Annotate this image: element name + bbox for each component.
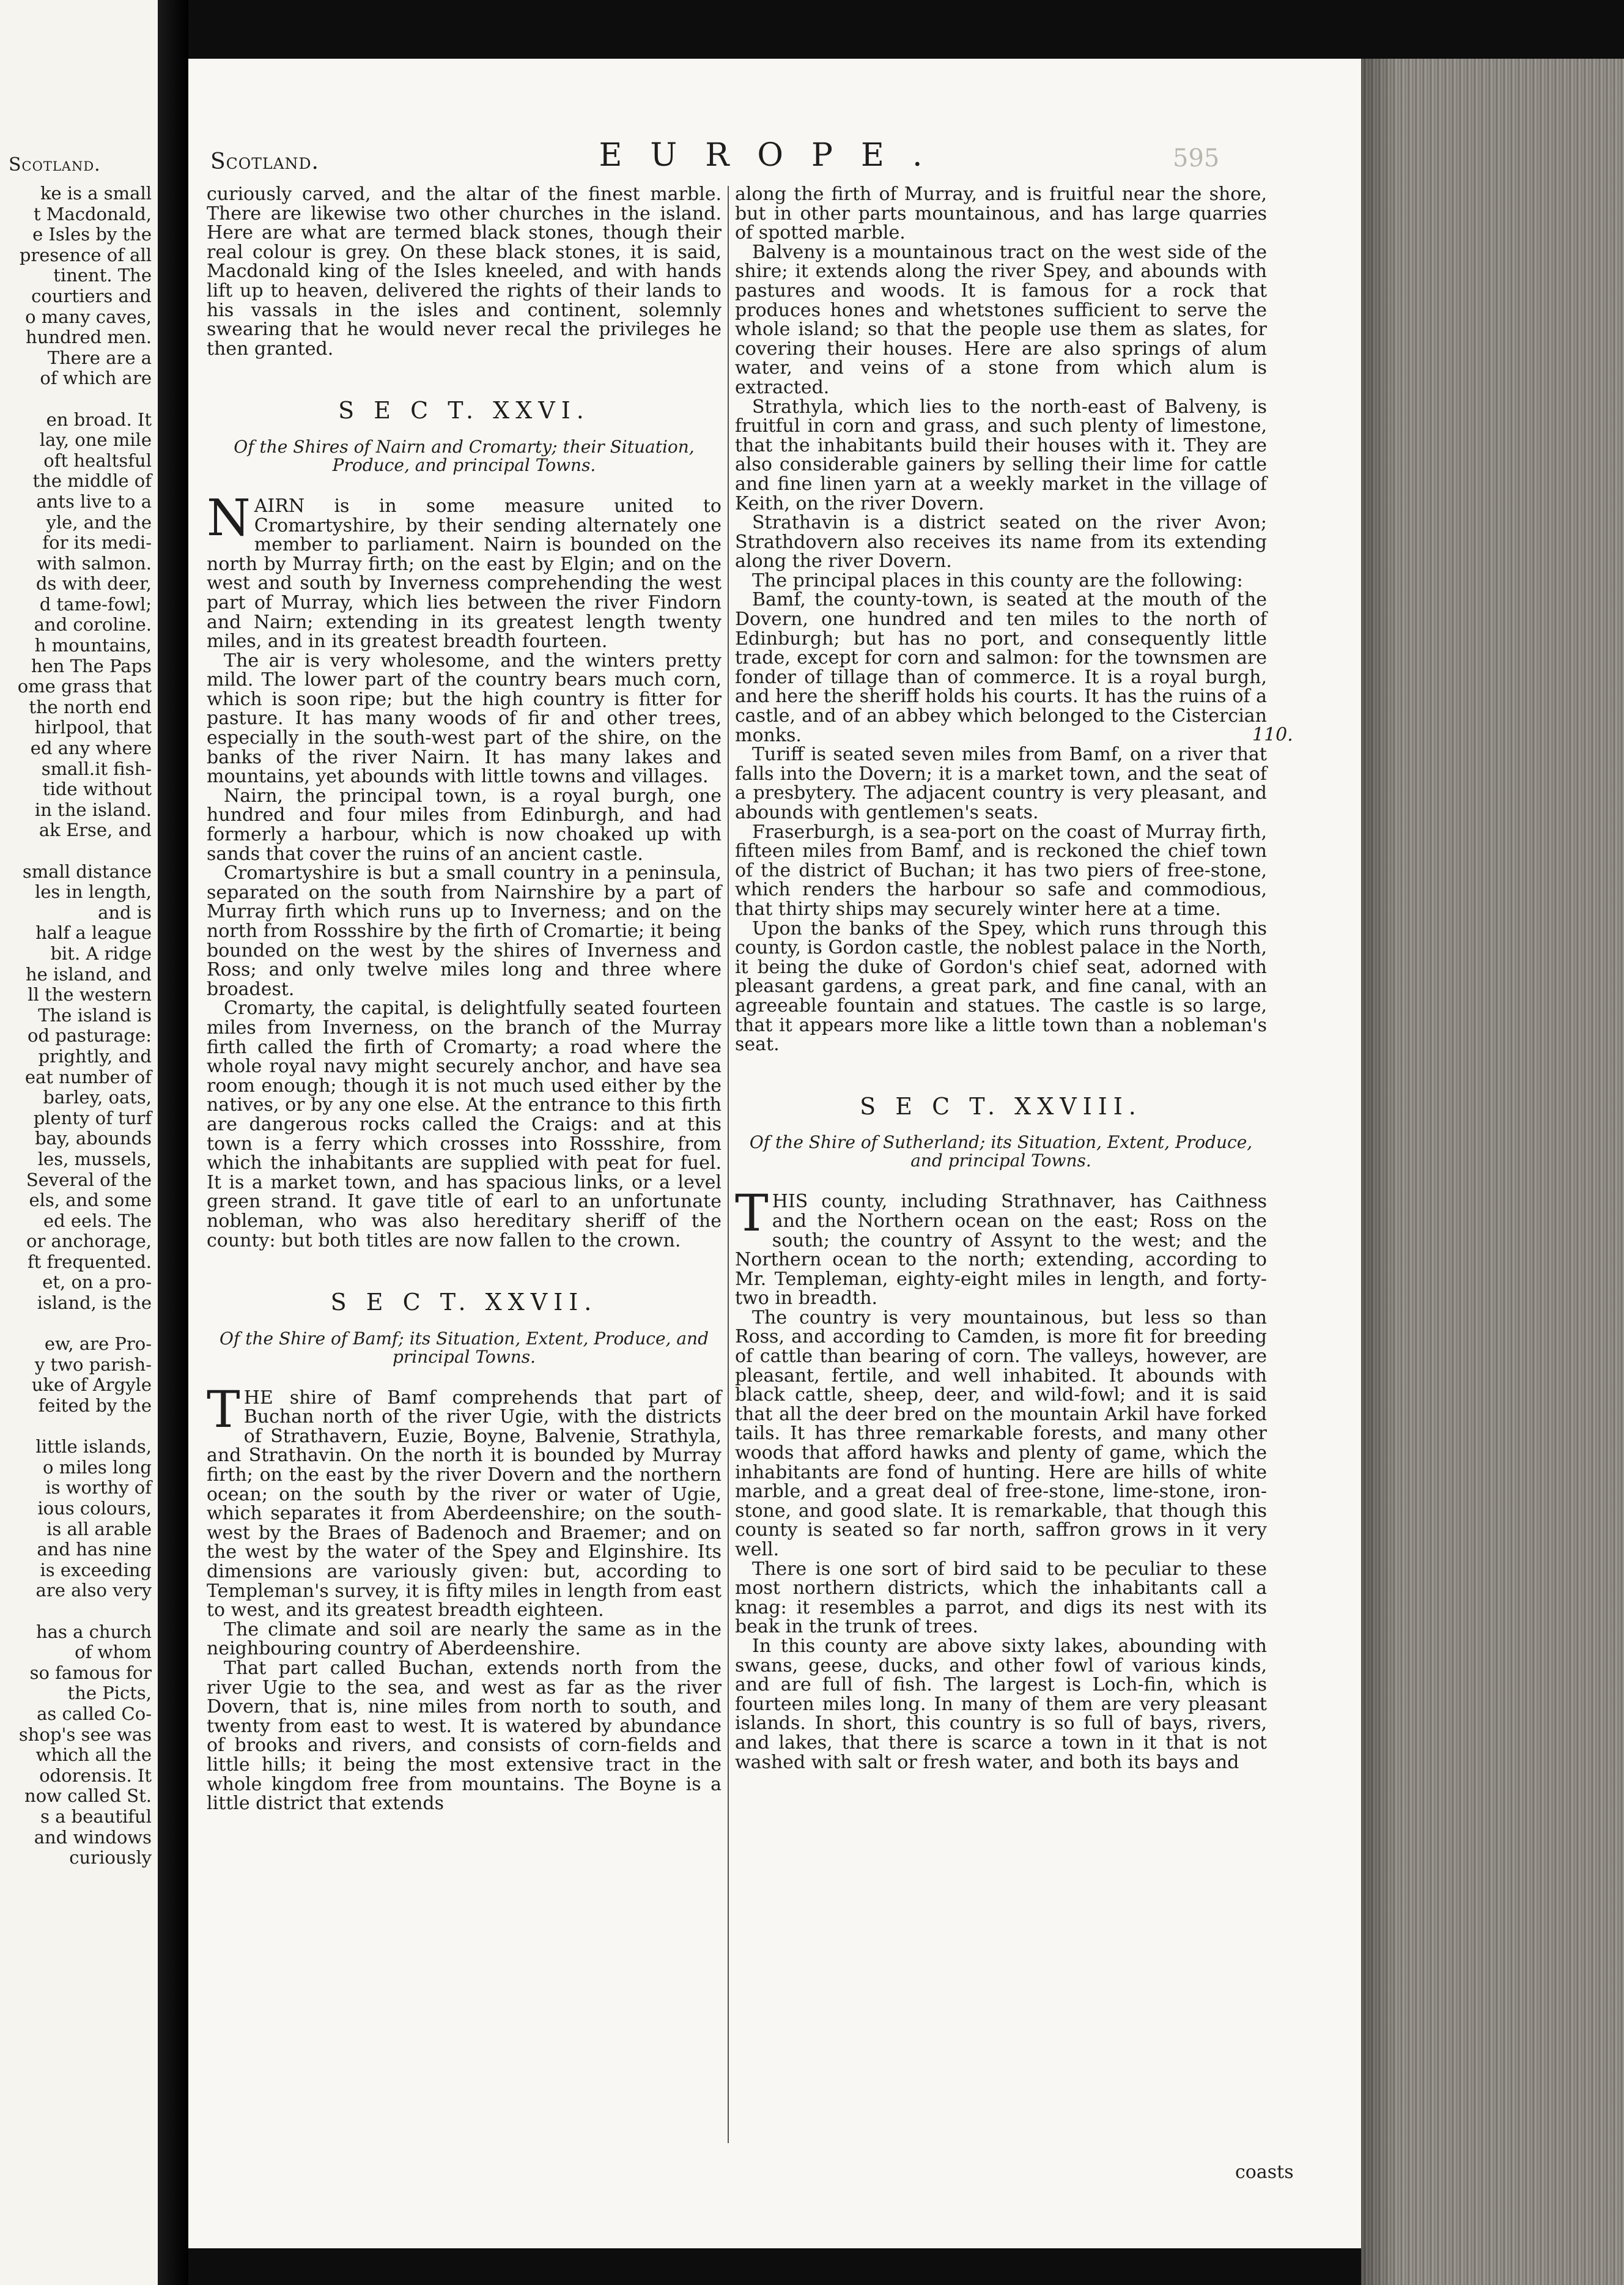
previous-page-line: of which are (40, 368, 152, 389)
handwritten-margin-note: 110. (1252, 724, 1293, 746)
previous-page-line: as called Co- (37, 1703, 152, 1724)
previous-page-line: e Isles by the (32, 224, 152, 245)
previous-page-line: ew, are Pro- (44, 1333, 152, 1355)
previous-page-line: lay, one mile (39, 429, 152, 451)
previous-page-line: is exceeding (40, 1559, 152, 1580)
previous-page-line: tide without (42, 779, 152, 800)
paragraph: Upon the banks of the Spey, which runs through this county, is Gordon castle, the noblest palace in the North, it being the duke of Gordon's chief seat, adorned with pleasant gardens, a great park, and fine canal, with an agreeable fountain and statues. The castle is so large, that it appears more like a little town than a nobleman's seat. (735, 917, 1267, 1056)
previous-page-line: t Macdonald, (33, 203, 152, 224)
paragraph: Bamf, the county-town, is seated at the mouth of the Dovern, one hundred and ten miles to the north of Edinburgh; but has no port, and consequently little trade, except for corn and salmon: for the townsmen are fonder of tillage than of commerce. It is a royal burgh, and here the sheriff holds his courts. It has the ruins of a castle, and of an abbey which belonged to the Cistercian monks. (735, 589, 1267, 746)
previous-page-line: is worthy of (45, 1477, 152, 1498)
paragraph: Nairn, the principal town, is a royal burgh, one hundred and four miles from Edinburgh, and had formerly a harbour, which is now choaked up with sands that cover the ruins of an ancient castle. (207, 785, 722, 865)
previous-page-line: d tame-fowl; (39, 593, 152, 615)
section-heading-26: S E C T. XXVI. (338, 397, 590, 424)
previous-page-line: half a league (35, 922, 152, 944)
paragraph: The principal places in this county are the following: (752, 569, 1243, 591)
section-subtitle-26: Of the Shires of Nairn and Cromarty; their Situation, Produce, and principal Towns. (234, 436, 695, 475)
previous-page-line: yle, and the (46, 511, 152, 533)
previous-page-line: is all arable (46, 1518, 152, 1539)
previous-page-line: barley, oats, (43, 1087, 152, 1108)
previous-page-line (4, 389, 152, 410)
previous-page-line: Several of the (26, 1169, 152, 1190)
page-fore-edge (1361, 59, 1624, 2285)
previous-page-line: in the island. (34, 799, 152, 820)
previous-page-line: bit. A ridge (50, 943, 152, 964)
previous-page-line: and coroline. (34, 614, 152, 635)
previous-page-line: shop's see was (18, 1724, 152, 1745)
previous-page-line: little islands, (35, 1436, 152, 1457)
paragraph: The climate and soil are nearly the same as in the neighbouring country of Aberdeenshire. (207, 1618, 722, 1660)
drop-cap: T (735, 1185, 769, 1243)
previous-page-line: with salmon. (37, 552, 152, 574)
previous-page-line: o many caves, (25, 306, 152, 327)
previous-page-line: plenty of turf (33, 1107, 152, 1128)
previous-page-line: now called St. (24, 1785, 152, 1807)
drop-cap: T (207, 1380, 240, 1439)
previous-page-line: feited by the (38, 1395, 152, 1417)
book-page (188, 59, 1361, 2248)
column-rule (728, 186, 729, 2143)
previous-page-line: prightly, and (38, 1045, 152, 1067)
previous-page-line: so famous for (29, 1662, 152, 1683)
paragraph: Fraserburgh, is a sea-port on the coast of Murray firth, fifteen miles from Bamf, and is reckoned the chief town of the district of Buchan; it has two piers of free-stone, which renders the harbour so safe and commodious, that thirty ships may securely winter here at a time. (735, 821, 1267, 920)
paragraph: Strathavin is a district seated on the river Avon; Strathdovern also receives its name from its extending along the river Dovern. (735, 512, 1267, 572)
previous-page-line: ll the western (28, 984, 152, 1005)
paragraph-text: HIS county, including Strathnaver, has Caithness and the Northern ocean on the east; Ross on the south; the country of Assynt to the west; and the Northern ocean to the north; extending, according to Mr. Templeman, eighty-eight miles in length, and forty-two in breadth. (735, 1191, 1267, 1309)
section-subtitle-27: Of the Shire of Bamf; its Situation, Extent, Produce, and principal Towns. (219, 1328, 709, 1367)
paragraph (207, 489, 722, 653)
page-edge-shadow (1361, 59, 1398, 2285)
previous-page-line: are also very (35, 1580, 152, 1601)
previous-page-line: els, and some (29, 1190, 152, 1211)
previous-page-line: for its medi- (42, 532, 152, 554)
text-column-right (735, 185, 1267, 1772)
previous-page-line (4, 1601, 152, 1622)
previous-page-line: curiously (69, 1847, 152, 1868)
previous-page-line: tinent. The (53, 265, 152, 286)
previous-page-line: the middle of (32, 470, 152, 492)
previous-page-line: the Picts, (67, 1683, 152, 1704)
previous-page-line (4, 1314, 152, 1335)
previous-page-line: od pasturage: (28, 1025, 152, 1046)
running-head-left: Scotland. (210, 149, 319, 174)
previous-page-strip (0, 0, 158, 2285)
paragraph (735, 1185, 1267, 1309)
previous-page-line: and is (98, 902, 152, 923)
previous-page-line: ed any where (30, 738, 152, 759)
paragraph-text: HE shire of Bamf comprehends that part of Buchan north of the river Ugie, with the districts of Strathavern, Euzie, Boyne, Balvenie, Strathyla, and Strathavin. On the north it is bounded by Murray firth; on the east by the river Dovern and the northern ocean; on the south by the river or water of Ugie, which separates it from Aberdeenshire; on the south-west by the Braes of Badenoch and Braemer; and on the west by the water of the Spey and Elginshire. Its dimensions are variously given: but, according to Templeman's survey, it is fifty miles in length from east to west, and its greatest breadth eighteen. (207, 1387, 722, 1621)
previous-page-line: and windows (34, 1826, 152, 1848)
previous-page-line: The island is (38, 1004, 152, 1026)
previous-page-line: of whom (75, 1642, 152, 1663)
previous-page-line: bay, abounds (35, 1128, 152, 1149)
section-heading-27: S E C T. XXVII. (330, 1289, 598, 1316)
page-number: 595 (1173, 144, 1220, 172)
previous-page-line: ds with deer, (35, 573, 152, 594)
previous-page-line: has a church (36, 1621, 152, 1642)
previous-page-line: presence of all (19, 244, 152, 265)
previous-page-line: and has nine (37, 1539, 152, 1560)
paragraph: There is one sort of bird said to be peculiar to these most northern districts, which the inhabitants call a knag: it resembles a parrot, and digs its nest with its beak in the trunk of trees. (735, 1558, 1267, 1638)
paragraph-text: AIRN is in some measure united to Cromartyshire, by their sending alternately one member to parliament. Nairn is bounded on the north by Murray firth; on the east by Elgin; and on the west and south by Inverness comprehending the west part of Murray, which lies between the river Findorn and Nairn; extending in its greatest length twenty miles, and in its greatest breadth fourteen. (207, 495, 722, 653)
previous-page-line: or anchorage, (26, 1231, 152, 1252)
previous-page-line: s a beautiful (40, 1805, 152, 1827)
text-column-left (207, 185, 722, 1813)
previous-page-line: eat number of (24, 1066, 152, 1087)
catchword: coasts (1235, 2161, 1294, 2183)
previous-page-line: y two parish- (34, 1354, 152, 1375)
paragraph: That part called Buchan, extends north from the river Ugie to the sea, and west as far as the river Dovern, that is, nine miles from north to south, and twenty from east to west. It is watered by abundance of brooks and rivers, and consists of corn-fields and little hills; it being the most extensive tract in the whole kingdom free from mountains. The Boyne is a little district that extends (207, 1657, 722, 1815)
paragraph: Balveny is a mountainous tract on the west side of the shire; it extends along the river Spey, and abounds with pastures and woods. It is famous for a rock that produces hones and whetstones sufficient to serve the whole island; so that the people use them as slates, for covering their houses. Here are also springs of alum water, and veins of a stone from which alum is extracted. (735, 241, 1267, 398)
paragraph: Cromartyshire is but a small country in a peninsula, separated on the south from Nairnshire by a part of Murray firth which runs up to Inverness; and on the north from Rossshire by the firth of Cromartie; it being bounded on the west by the shires of Inverness and Ross; and only twelve miles long and three where broadest. (207, 862, 722, 1000)
paragraph: Strathyla, which lies to the north-east of Balveny, is fruitful in corn and grass, and such plenty of limestone, that the inhabitants build their houses with it. They are also considerable gainers by selling their lime for cattle and fine linen yarn at a weekly market in the village of Keith, on the river Dovern. (735, 396, 1267, 514)
section-heading-28: S E C T. XXVIII. (860, 1092, 1142, 1120)
previous-page-line: courtiers and (31, 285, 152, 306)
previous-page-line: les in length, (35, 881, 152, 903)
paragraph: The country is very mountainous, but less so than Ross, and according to Camden, is more fit for breeding of cattle than bearing of corn. The valleys, however, are pleasant, fertile, and well inhabited. It abounds with black cattle, sheep, deer, and wild-fowl; and it is said that all the deer bred on the mountain Arkil have forked tails. It has three remarkable forests, and many other woods that afford hawks and plenty of game, which the inhabitants are fond of hunting. Here are hills of white marble, and a great deal of free-stone, lime-stone, iron-stone, and good slate. It is remarkable, that though this county is seated so far north, saffron grows in it very well. (735, 1306, 1267, 1560)
previous-page-header: Scotland. (9, 154, 101, 176)
previous-page-line: small distance (22, 861, 152, 882)
previous-page-line: oft healtsful (43, 450, 152, 471)
previous-page-line: h mountains, (34, 635, 152, 656)
previous-page-line: odorensis. It (39, 1765, 152, 1786)
running-head-title: EUROPE. (599, 137, 951, 174)
previous-page-line: et, on a pro- (42, 1272, 152, 1293)
paragraph (207, 1380, 722, 1621)
paragraph: The air is very wholesome, and the winters pretty mild. The lower part of the country bears much corn, which is soon ripe; but the high country is fitter for pasture. It has many woods of fir and other trees, especially in the south-west part of the shire, on the banks of the river Nairn. It has many lakes and mountains, yet abounds with little towns and villages. (207, 650, 722, 788)
previous-page-line: which all the (35, 1744, 152, 1766)
paragraph: curiously carved, and the altar of the finest marble. There are likewise two other churches in the island. Here are what are termed black stones, though their real colour is grey. On these black stones, it is said, Macdonald king of the Isles kneeled, and with hands lift up to heaven, delivered the rights of their lands to his vassals in the isles and continent, solemnly swearing that he would never recal the privileges he then granted. (207, 183, 722, 360)
previous-page-line (4, 1417, 152, 1437)
previous-page-line: ious colours, (37, 1498, 152, 1519)
previous-page-line: ed eels. The (43, 1210, 152, 1231)
previous-page-line: ome grass that (17, 676, 152, 697)
previous-page-line: There are a (47, 347, 152, 368)
previous-page-line: small.it fish- (41, 758, 152, 779)
paragraph: Cromarty, the capital, is delightfully seated fourteen miles from Inverness, on the branch of the Murray firth called the firth of Cromarty; a road where the whole royal navy might securely anchor, and have sea room enough; though it is not much used either by the natives, or by any one else. At the entrance to this firth are dangerous rocks called the Craigs: and at this town is a ferry which crosses into Rossshire, from which the inhabitants are supplied with peat for fuel. It is a market town, and has spacious links, or a level green strand. It gave title of earl to an unfortunate nobleman, who was also hereditary sheriff of the county: but both titles are now fallen to the crown. (207, 998, 722, 1251)
previous-page-line: les, mussels, (37, 1148, 152, 1169)
section-subtitle-28: Of the Shire of Sutherland; its Situation, Extent, Produce, and principal Towns. (749, 1132, 1253, 1171)
previous-page-line: en broad. It (46, 409, 152, 430)
previous-page-line: hirlpool, that (34, 717, 152, 738)
previous-page-line: hen The Paps (31, 655, 152, 676)
previous-page-text (4, 183, 152, 1868)
previous-page-line: ft frequented. (27, 1251, 152, 1272)
paragraph: Turiff is seated seven miles from Bamf, on a river that falls into the Dovern; it is a market town, and the seat of a presbytery. The adjacent country is very pleasant, and abounds with gentlemen's seats. (735, 744, 1267, 823)
previous-page-line: ants live to a (36, 491, 152, 512)
previous-page-line: hundred men. (26, 327, 152, 348)
previous-page-line: the north end (29, 696, 152, 717)
paragraph: In this county are above sixty lakes, abounding with swans, geese, ducks, and other fowl of various kinds, and are full of fish. The largest is Loch-fin, which is fourteen miles long. In many of them are very pleasant islands. In short, this country is so full of bays, rivers, and lakes, that there is scarce a town in it that is not washed with salt or fresh water, and both its bays and (735, 1635, 1267, 1773)
gutter-shadow (158, 0, 188, 2285)
previous-page-line: ak Erse, and (39, 820, 152, 841)
previous-page-line: uke of Argyle (31, 1374, 152, 1396)
drop-cap: N (207, 489, 251, 547)
previous-page-line: ke is a small (40, 183, 152, 204)
previous-page-line: island, is the (37, 1292, 152, 1314)
paragraph: along the firth of Murray, and is fruitful near the shore, but in other parts mountainous, and has large quarries of spotted marble. (735, 183, 1267, 244)
previous-page-line (4, 841, 152, 862)
previous-page-line: o miles long (43, 1456, 152, 1478)
previous-page-line: he island, and (26, 963, 152, 985)
